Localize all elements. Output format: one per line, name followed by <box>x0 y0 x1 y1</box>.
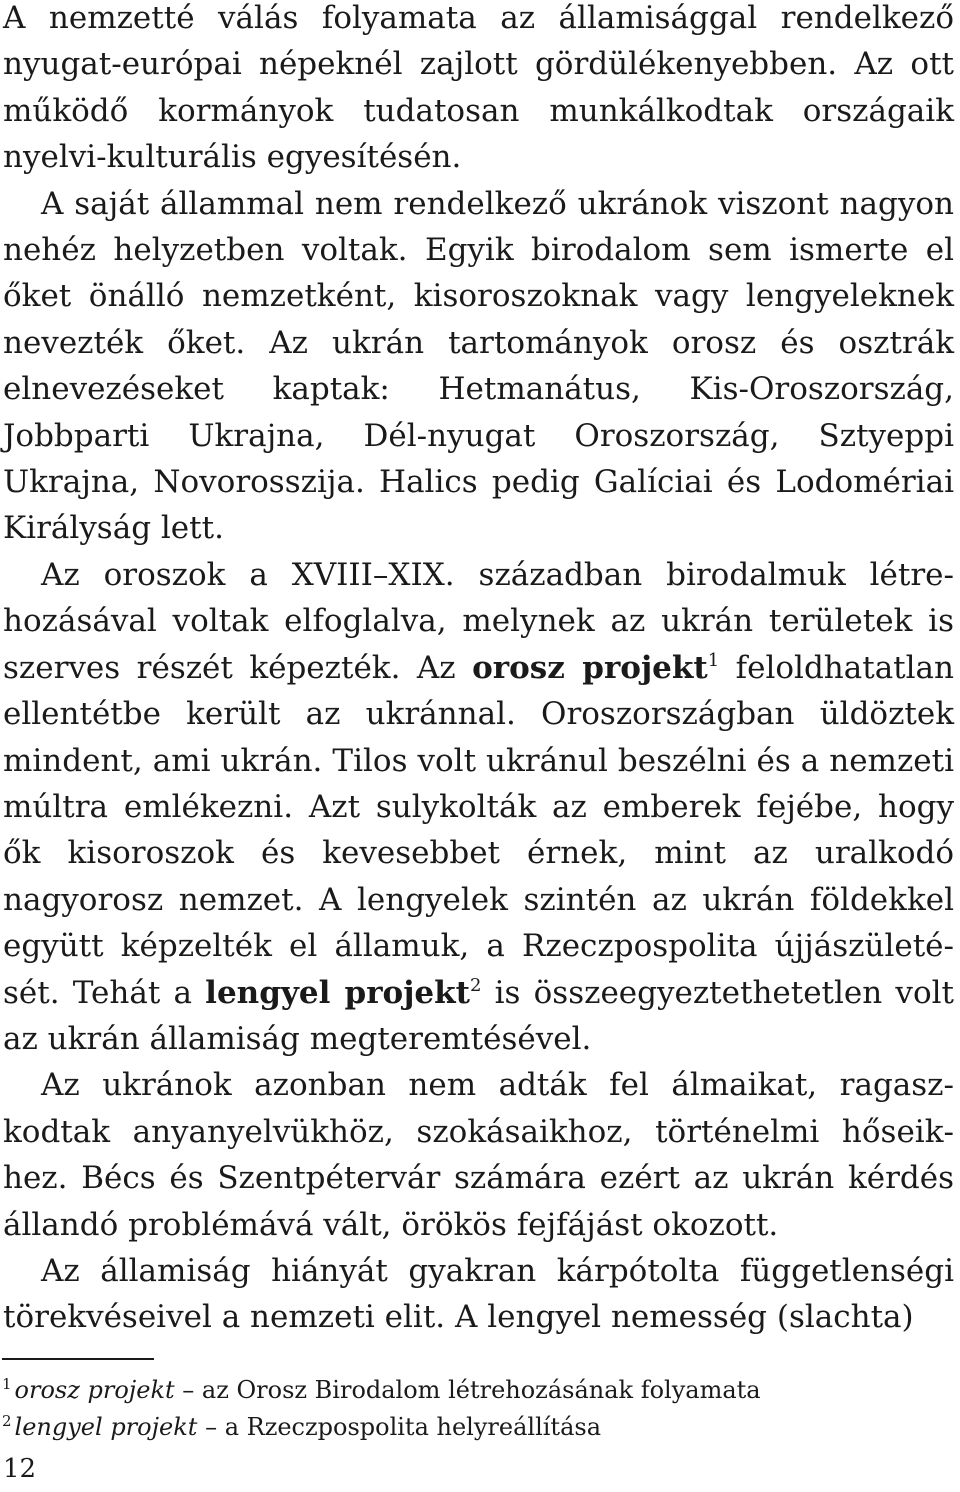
page-number: 12 <box>3 1454 37 1484</box>
paragraph-4: Az ukránok azonban nem adták fel álmaikat, ragaszkodtak anyanyelvükhöz, szokásaikhoz, történelmi hőseikhez. Bécs és Szentpétervár számára ezért az ukrán kérdés állandó problémává vált, örökös fejfájást okozott. <box>3 1067 954 1243</box>
footnotes <box>2 1372 942 1446</box>
footnote-term: orosz projekt <box>14 1376 175 1404</box>
paragraph-1: A nemzetté válás folyamata az államisággal rendelkező nyugat-európai népeknél zajlott gördülékenyebben. Az ott működő kormányok tudatosan munkálkodtak országaik nyelvi-kulturális egyesítésén. <box>3 0 954 176</box>
footnote-ref-1: 1 <box>707 649 720 671</box>
footnote-mark: 1 <box>2 1375 12 1393</box>
footnote-text: – az Orosz Birodalom létrehozásának folyamata <box>174 1376 761 1404</box>
term-orosz-projekt: orosz projekt <box>472 649 708 686</box>
term-lengyel-projekt: lengyel projekt <box>205 974 470 1011</box>
footnote-divider <box>2 1358 154 1360</box>
paragraph-5: Az államiság hiányát gyakran kárpótolta függetlenségi törekvéseivel a nemzeti elit. A lengyel nemesség (slachta) <box>3 1252 954 1336</box>
footnote-text: – a Rzeczpospolita helyreállítása <box>197 1413 601 1441</box>
paragraph-2: A saját állammal nem rendelkező ukránok viszont nagyon nehéz helyzetben voltak. Egyik birodalom sem ismerte el őket önálló nemzetként, kisoroszoknak vagy lengyeleknek nevezték őket. Az ukrán tartományok orosz és osztrák elnevezéseket kaptak: Hetmanátus, Kis-Oroszország, Jobbparti Ukrajna, Dél-nyugat Oroszország, Sztyeppi Ukrajna, Novorosszija. Halics pedig Galíciai és Lodomériai Királyság lett. <box>3 185 954 547</box>
footnote-2 <box>2 1409 942 1446</box>
body-text <box>3 0 954 1341</box>
paragraph-3: Az oroszok a XVIII–XIX. században birodalmuk létrehozásával voltak elfoglalva, melynek az ukrán területek is szerves részét képezték. Az orosz projekt$^1$ feloldhatatlan ellentétbe került az ukránnal. Oroszországban üldöztek mindent, ami ukrán. Tilos volt ukránul beszélni és a nemzeti múltra emlékezni. Azt sulykolták az emberek fejébe, hogy ők kisoroszok és kevesebbet érnek, mint az uralkodó nagyorosz nemzet. A lengyelek szintén az ukrán földekkel együtt képzelték el államuk, a Rzeczpospolita újjászületését. Tehát a lengyel projekt$^2$ is összeegyeztethetetlen volt az ukrán államiság megteremtésével. <box>3 556 954 1057</box>
footnote-ref-2: 2 <box>469 974 482 996</box>
footnote-mark: 2 <box>2 1412 12 1430</box>
footnote-term: lengyel projekt <box>14 1413 198 1441</box>
footnote-1 <box>2 1372 942 1409</box>
